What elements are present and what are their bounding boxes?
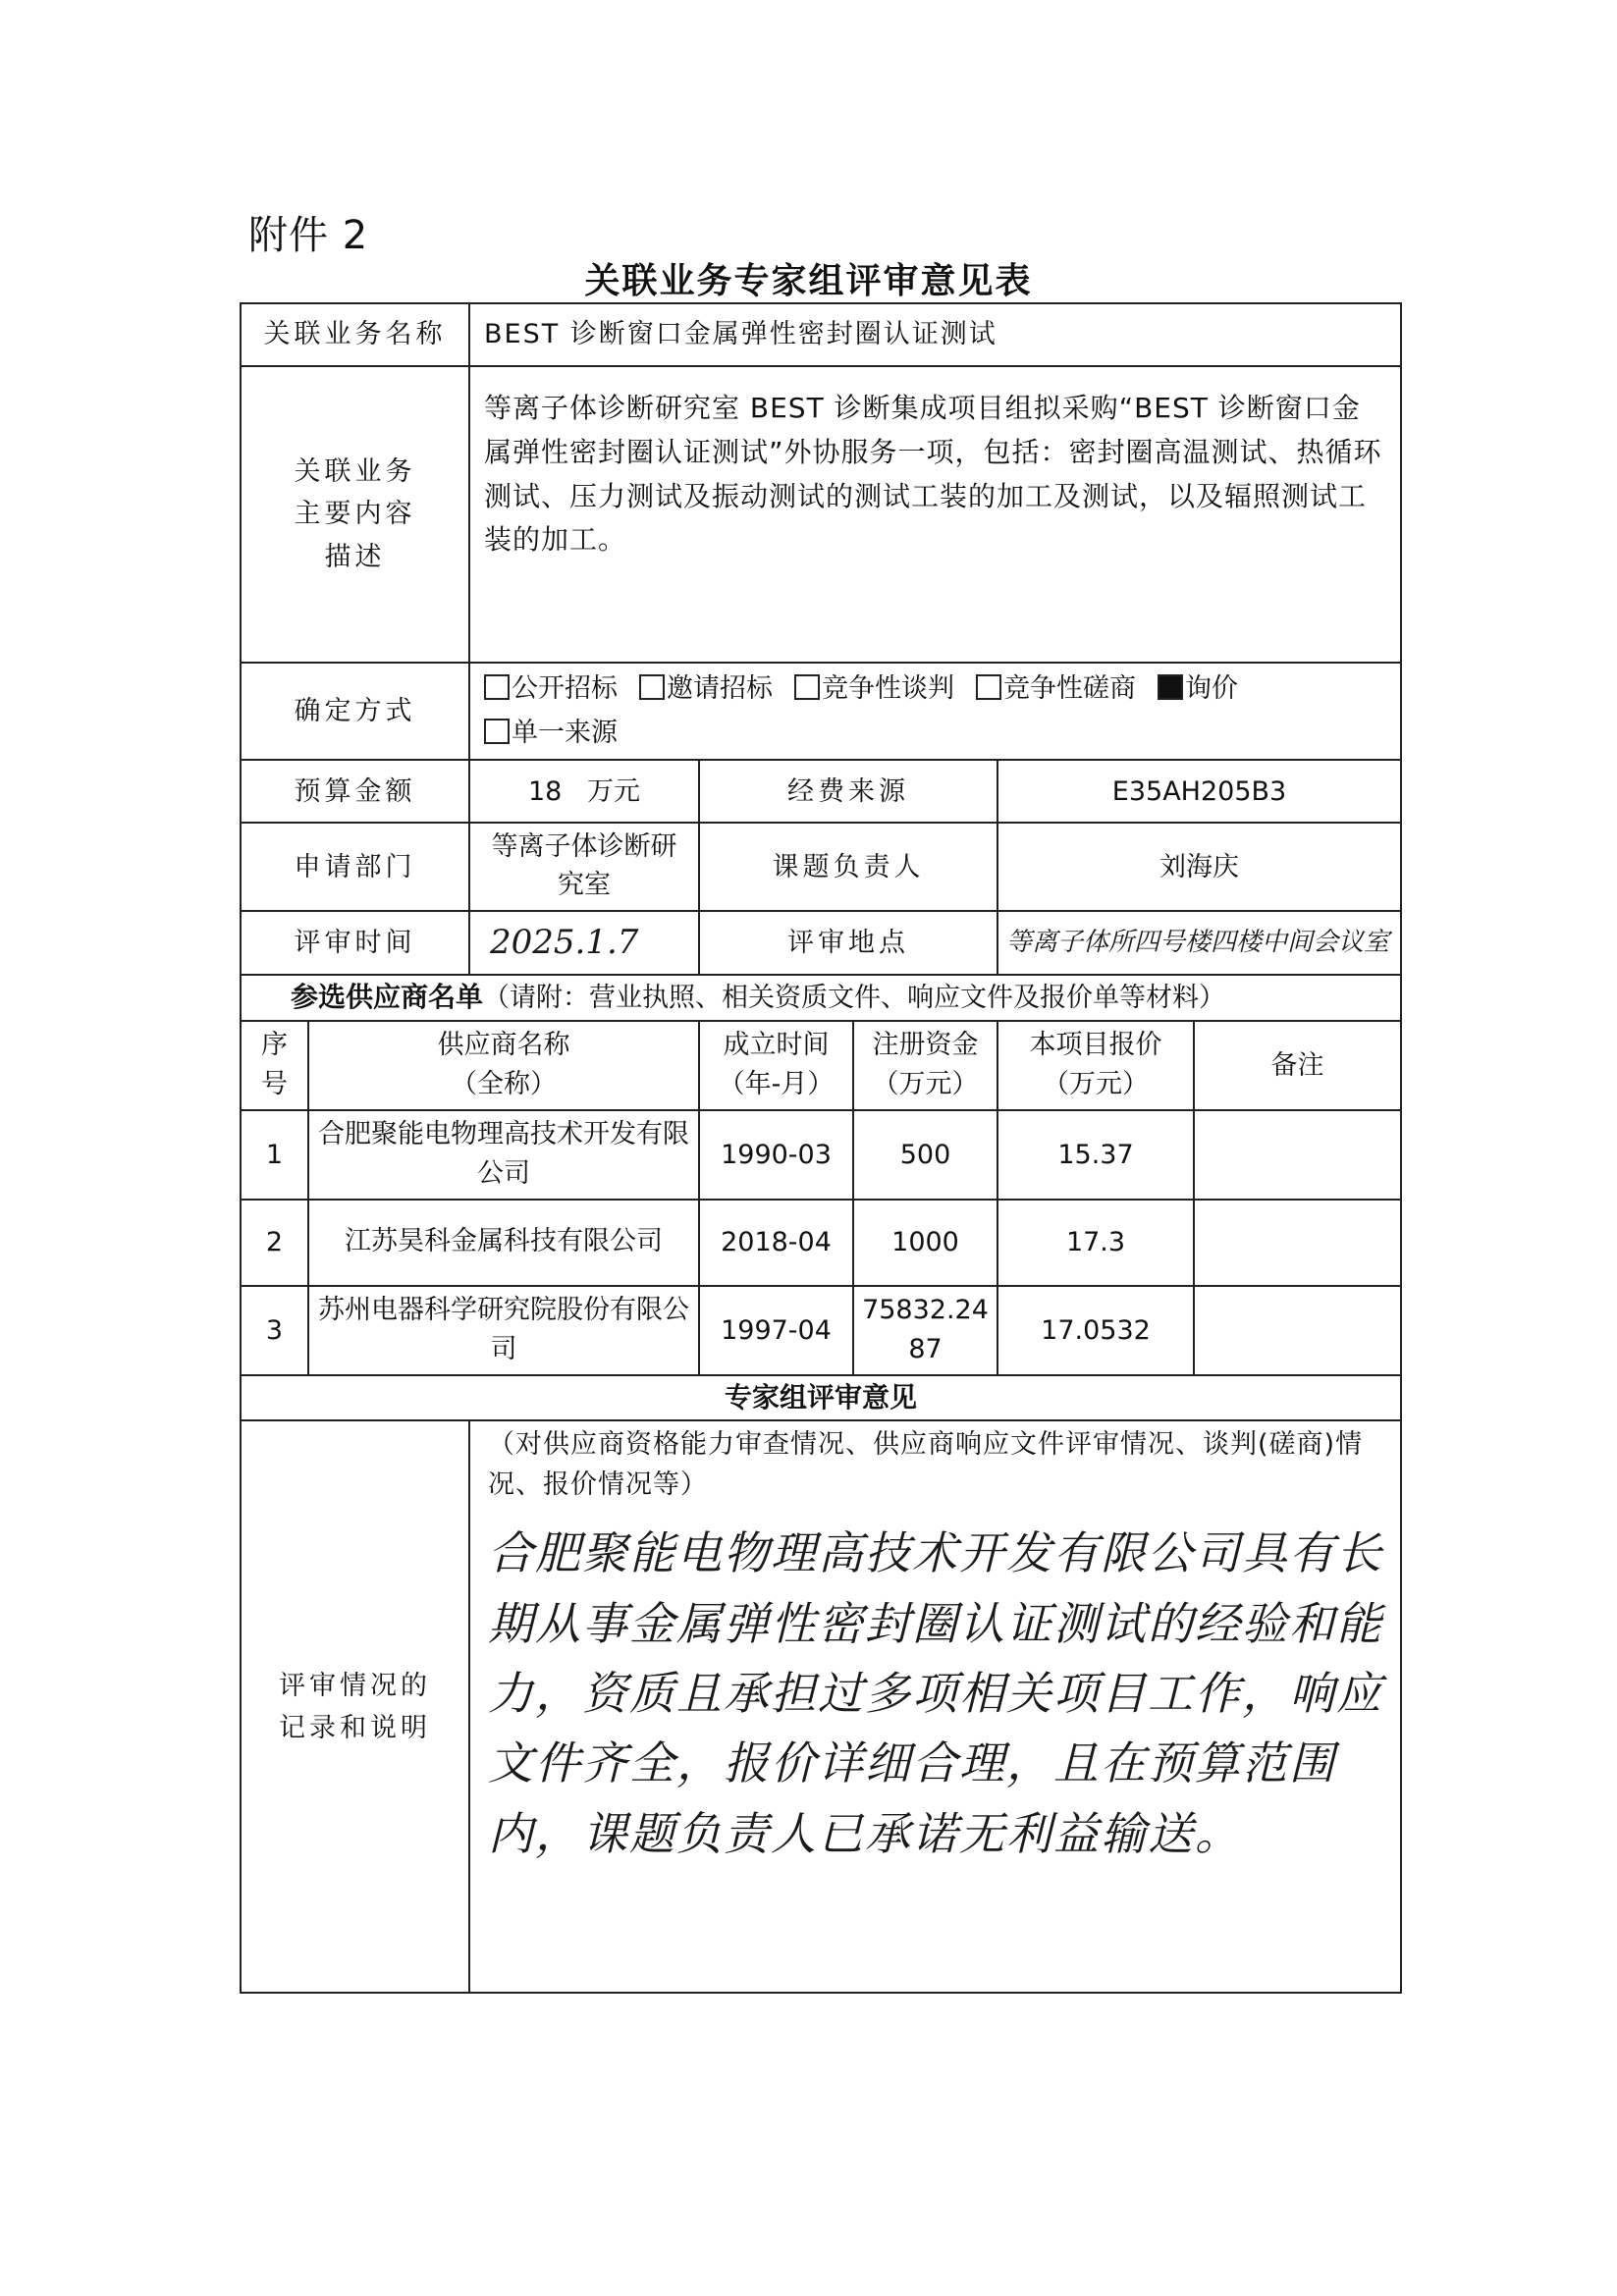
col-remark-header: 备注 [1194,1021,1401,1110]
method-option[interactable] [976,667,1136,712]
supplier-name: 江苏昊科金属科技有限公司 [308,1200,699,1286]
row-suppliers-section [241,975,1401,1021]
supplier-name: 苏州电器科学研究院股份有限公司 [308,1286,699,1375]
supplier-remark [1194,1200,1401,1286]
checkbox-unchecked-icon[interactable] [976,674,1001,700]
supplier-capital: 500 [853,1110,997,1200]
opinion-label-cell [241,1420,469,1993]
supplier-capital: 75832.2487 [853,1286,997,1375]
attachment-label: 附件 2 [248,213,369,258]
method-option-label: 询价 [1185,673,1238,704]
row-method [241,663,1401,760]
col-quote-sub: （万元） [1043,1069,1149,1100]
review-time-label: 评审时间 [241,911,469,974]
department-value-cell [469,823,699,911]
supplier-capital: 1000 [853,1200,997,1286]
method-options [469,663,1401,760]
col-quote-header [997,1021,1194,1110]
row-business-name [241,303,1401,366]
suppliers-section-heading [241,975,1401,1021]
suppliers-section-note: （请附：营业执照、相关资质文件、响应文件及报价单等材料） [483,982,1226,1013]
opinion-content [469,1420,1401,1993]
method-option-label: 竞争性谈判 [822,673,954,704]
leader-label: 课题负责人 [699,823,997,911]
review-form-table [240,302,1402,1994]
description-value: 等离子体诊断研究室 BEST 诊断集成项目组拟采购“BEST 诊断窗口金属弹性密封圈认证测试”外协服务一项，包括：密封圈高温测试、热循环测试、压力测试及振动测试的测试工装的加工及测试，以及辐照测试工装的加工。 [469,366,1401,663]
method-option-label: 公开招标 [512,673,618,704]
supplier-quote: 17.3 [997,1200,1194,1286]
col-capital-text: 注册资金 [872,1029,979,1060]
col-name-text: 供应商名称 [437,1029,570,1060]
col-name-header [308,1021,699,1110]
review-place-value: 等离子体所四号楼四楼中间会议室 [997,911,1401,974]
checkbox-unchecked-icon[interactable] [484,719,510,744]
supplier-quote: 15.37 [997,1110,1194,1200]
description-label [241,366,469,663]
checkbox-checked-icon[interactable] [1158,674,1183,700]
department-value: 等离子体诊断研究室 [491,831,677,901]
budget-unit: 万元 [587,775,641,807]
row-opinion-section [241,1375,1401,1421]
col-seq-header [241,1021,308,1110]
opinion-handwritten-text: 合肥聚能电物理高技术开发有限公司具有长期从事金属弹性密封圈认证测试的经验和能力，资质且承担过多项相关项目工作，响应文件齐全，报价详细合理，且在预算范围内，课题负责人已承诺无利益输送。 [488,1526,1383,1860]
supplier-seq: 3 [241,1286,308,1375]
department-label: 申请部门 [241,823,469,911]
method-option-label: 竞争性磋商 [1003,673,1136,704]
table-row [241,1286,1401,1375]
method-option[interactable] [794,667,954,712]
fund-source-label: 经费来源 [699,760,997,823]
col-capital-sub: （万元） [872,1069,979,1100]
row-description [241,366,1401,663]
supplier-founded: 2018-04 [699,1200,853,1286]
row-opinion [241,1420,1401,1993]
table-row [241,1110,1401,1200]
col-quote-text: 本项目报价 [1029,1029,1162,1060]
supplier-founded: 1997-04 [699,1286,853,1375]
method-option[interactable] [484,712,618,756]
budget-label: 预算金额 [241,760,469,823]
row-department [241,823,1401,911]
method-option[interactable] [639,667,773,712]
opinion-note: （对供应商资格能力审查情况、供应商响应文件评审情况、谈判(磋商)情况、报价情况等） [488,1429,1364,1500]
leader-value: 刘海庆 [997,823,1401,911]
description-label-text: 关联业务主要内容描述 [294,456,416,572]
supplier-quote: 17.0532 [997,1286,1194,1375]
budget-value-cell [469,760,699,823]
col-capital-header [853,1021,997,1110]
row-budget [241,760,1401,823]
business-name-label: 关联业务名称 [241,303,469,366]
method-option-label: 邀请招标 [667,673,773,704]
checkbox-unchecked-icon[interactable] [484,674,510,700]
method-option[interactable] [484,667,618,712]
budget-value: 18 [527,775,563,807]
opinion-label: 评审情况的记录和说明 [279,1670,431,1743]
table-row [241,1200,1401,1286]
form-title: 关联业务专家组评审意见表 [584,261,1033,301]
suppliers-header-row [241,1021,1401,1110]
supplier-remark [1194,1110,1401,1200]
fund-source-value: E35AH205B3 [997,760,1401,823]
col-name-sub: （全称） [451,1069,557,1100]
checkbox-unchecked-icon[interactable] [794,674,820,700]
col-founded-sub: （年-月） [718,1069,835,1100]
col-seq-text: 序号 [261,1029,288,1100]
review-time-value: 2025.1.7 [469,911,699,974]
supplier-remark [1194,1286,1401,1375]
supplier-seq: 2 [241,1200,308,1286]
business-name-value: BEST 诊断窗口金属弹性密封圈认证测试 [469,303,1401,366]
supplier-seq: 1 [241,1110,308,1200]
col-founded-text: 成立时间 [723,1029,830,1060]
review-place-label: 评审地点 [699,911,997,974]
method-option-label: 单一来源 [512,717,618,748]
method-option[interactable] [1158,667,1238,712]
opinion-section-title: 专家组评审意见 [241,1375,1401,1421]
checkbox-unchecked-icon[interactable] [639,674,665,700]
supplier-name: 合肥聚能电物理高技术开发有限公司 [308,1110,699,1200]
suppliers-section-title: 参选供应商名单 [291,980,484,1013]
supplier-founded: 1990-03 [699,1110,853,1200]
row-review-time [241,911,1401,974]
method-label: 确定方式 [241,663,469,760]
col-founded-header [699,1021,853,1110]
